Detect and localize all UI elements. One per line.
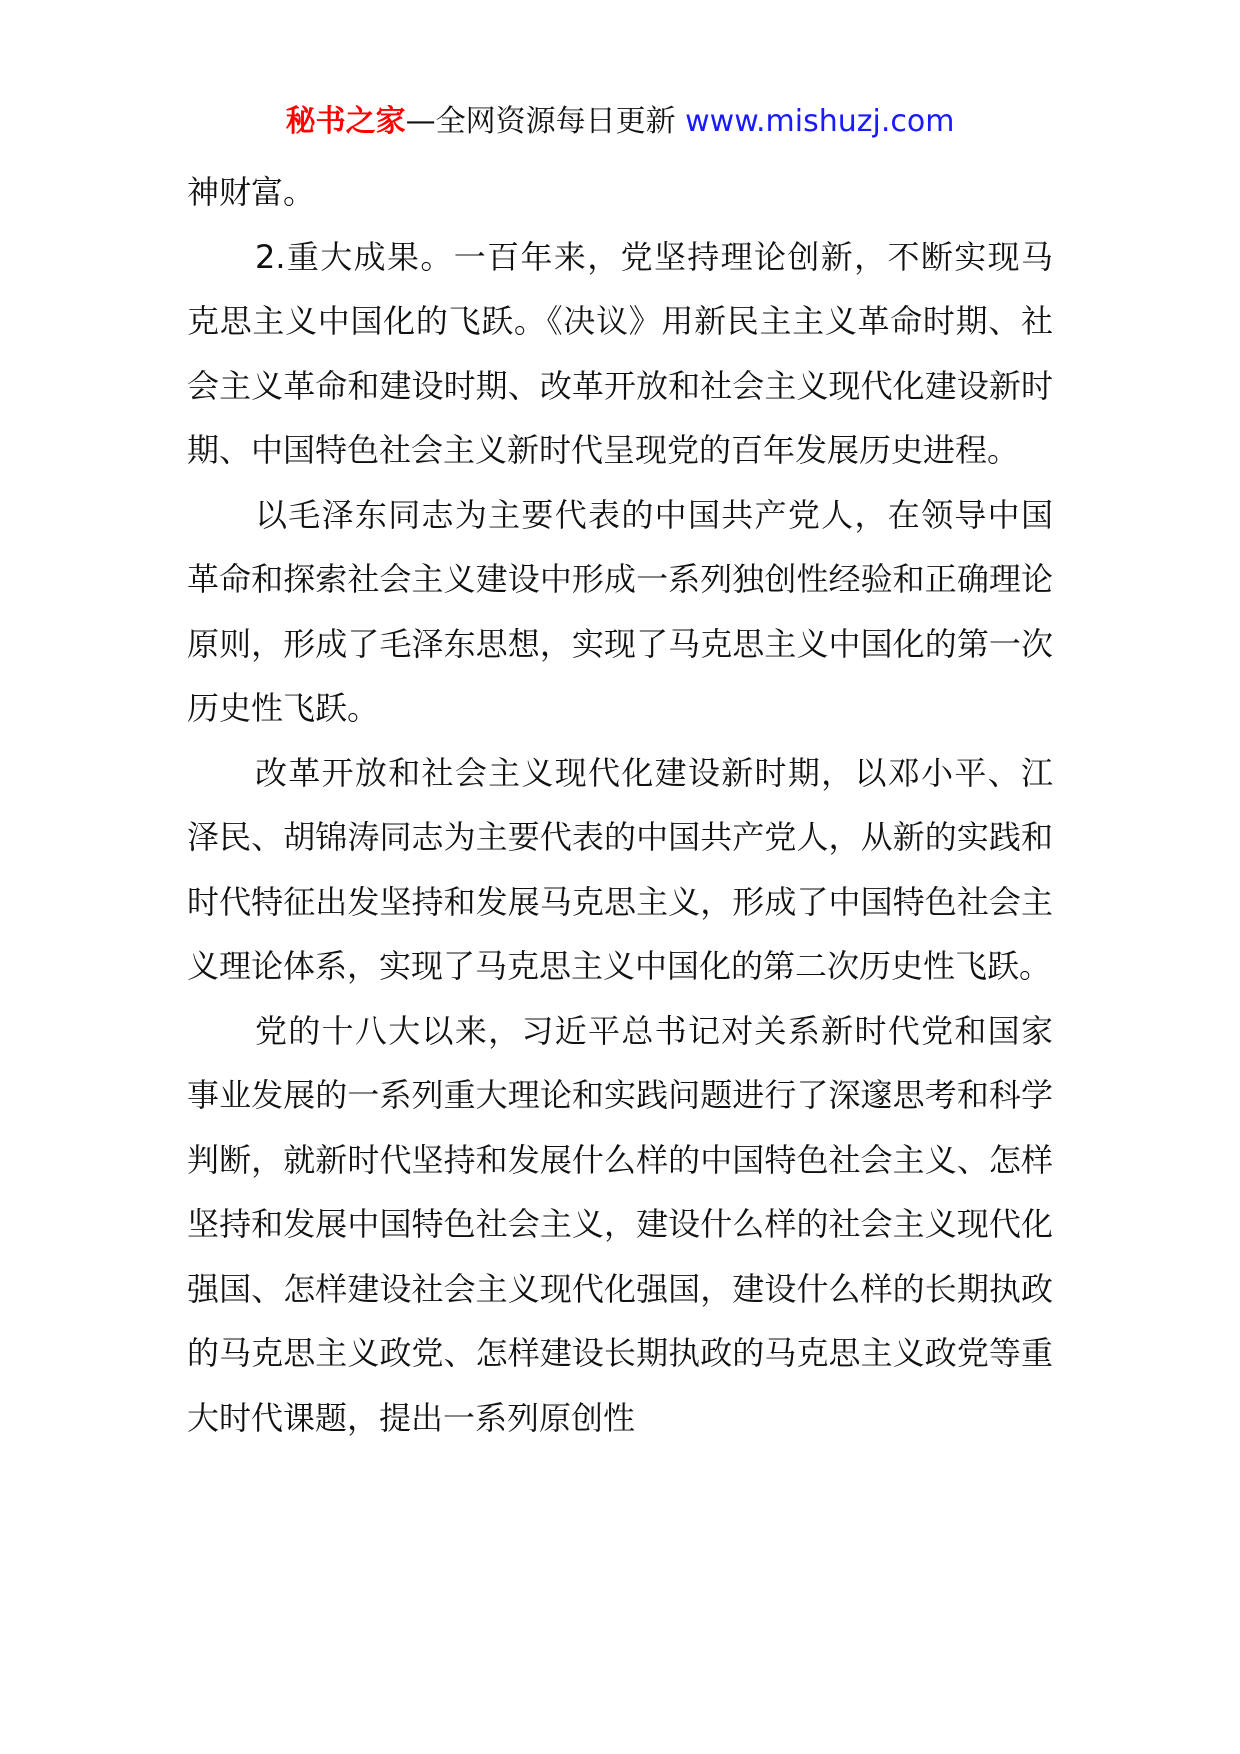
page-header (0, 100, 1240, 144)
header-url-link[interactable]: www.mishuzj.com (685, 104, 955, 139)
paragraph-new-era: 党的十八大以来，习近平总书记对关系新时代党和国家事业发展的一系列重大理论和实践问题进行了深邃思考和科学判断，就新时代坚持和发展什么样的中国特色社会主义、怎样坚持和发展中国特色社会主义，建设什么样的社会主义现代化强国、怎样建设社会主义现代化强国，建设什么样的长期执政的马克思主义政党、怎样建设长期执政的马克思主义政党等重大时代课题，提出一系列原创性 (187, 1011, 1053, 1437)
header-brand: 秘书之家 (285, 104, 406, 139)
paragraph-mao-zedong-thought: 以毛泽东同志为主要代表的中国共产党人，在领导中国革命和探索社会主义建设中形成一系列独创性经验和正确理论原则，形成了毛泽东思想，实现了马克思主义中国化的第一次历史性飞跃。 (187, 495, 1053, 727)
paragraph-major-achievements: 2.重大成果。一百年来，党坚持理论创新，不断实现马克思主义中国化的飞跃。《决议》用新民主主义革命时期、社会主义革命和建设时期、改革开放和社会主义现代化建设新时期、中国特色社会主义新时代呈现党的百年发展历史进程。 (187, 237, 1053, 469)
document-body (187, 160, 1053, 1450)
paragraph-reform-opening: 改革开放和社会主义现代化建设新时期，以邓小平、江泽民、胡锦涛同志为主要代表的中国共产党人，从新的实践和时代特征出发坚持和发展马克思主义，形成了中国特色社会主义理论体系，实现了马克思主义中国化的第二次历史性飞跃。 (187, 753, 1053, 985)
header-slogan: —全网资源每日更新 (405, 104, 686, 139)
paragraph-continuation: 神财富。 (187, 173, 316, 211)
